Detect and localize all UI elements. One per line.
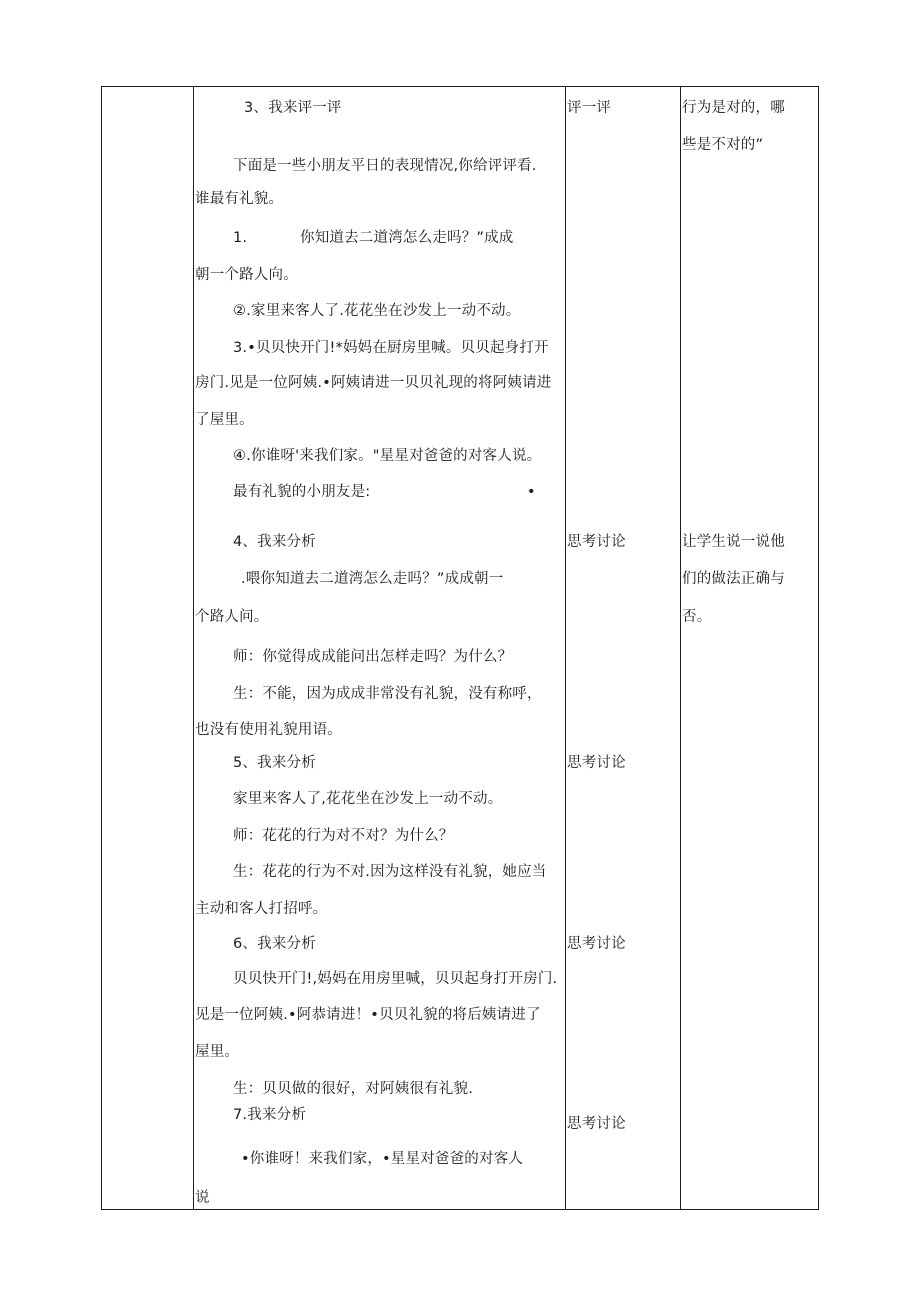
content-line: 生：花花的行为不对.因为这样没有礼貌，她应当 <box>233 864 547 880</box>
content-line: 屋里。 <box>195 1044 240 1060</box>
content-line: 师：花花的行为对不对？为什么？ <box>233 828 454 844</box>
content-line: ④.你谁呀'来我们家。"星星对爸爸的对客人说。 <box>233 448 542 464</box>
section-heading-4: 4、我来分析 <box>233 534 316 550</box>
section-heading-5: 5、我来分析 <box>233 755 316 771</box>
section-heading-7: 7.我来分析 <box>233 1107 307 1123</box>
content-line: 3.•贝贝快开门!*妈妈在厨房里喊。贝贝起身打开 <box>233 340 549 356</box>
content-line: 也没有使用礼貌用语。 <box>195 722 342 738</box>
content-line: 生：贝贝做的很好，对阿姨很有礼貌. <box>233 1081 474 1097</box>
content-line: 了屋里。 <box>195 412 254 428</box>
content-line: ②.家里来客人了.花花坐在沙发上一动不动。 <box>233 303 521 319</box>
activity-label: 思考讨论 <box>567 755 626 771</box>
content-line: 下面是一些小朋友平日的表现情况,你给评评看. <box>233 158 537 174</box>
activity-label: 评一评 <box>567 100 612 116</box>
activity-label: 思考讨论 <box>567 534 626 550</box>
content-line: 个路人问。 <box>195 609 269 625</box>
column-divider-3 <box>680 86 681 1210</box>
bullet-mark: • <box>527 484 536 500</box>
purpose-line: 否。 <box>682 609 712 625</box>
column-divider-2 <box>565 86 566 1210</box>
column-divider-1 <box>193 86 194 1210</box>
item-number: 1. <box>233 230 248 246</box>
activity-label: 思考讨论 <box>567 1116 626 1132</box>
purpose-line: 行为是对的，哪 <box>682 100 785 116</box>
content-line: 师：你觉得成成能问出怎样走吗？为什么？ <box>233 649 513 665</box>
content-line: 谁最有礼貌。 <box>195 191 284 207</box>
content-line: .喂你知道去二道湾怎么走吗？”成成朝一 <box>241 571 504 587</box>
content-line: 朝一个路人向。 <box>195 267 298 283</box>
content-line: 房门.见是一位阿姨.•阿姨请进一贝贝礼现的将阿姨请进 <box>195 375 552 391</box>
content-line: 说 <box>195 1190 210 1206</box>
content-line: 主动和客人打招呼。 <box>195 901 328 917</box>
content-line: 见是一位阿姨.•阿恭请进！•贝贝礼貌的将后姨请进了 <box>195 1007 541 1023</box>
section-heading-6: 6、我来分析 <box>233 936 316 952</box>
content-line: 你知道去二道湾怎么走吗？”成成 <box>300 230 514 246</box>
content-line: 贝贝快开门!,妈妈在用房里喊，贝贝起身打开房门. <box>233 971 558 987</box>
purpose-line: 们的做法正确与 <box>682 571 785 587</box>
activity-label: 思考讨论 <box>567 936 626 952</box>
content-line: 生：不能，因为成成非常没有礼貌，没有称呼， <box>233 686 542 702</box>
section-heading-3: 3、我来评一评 <box>244 100 342 116</box>
content-line: 最有礼貌的小朋友是: <box>233 484 371 500</box>
purpose-line: 些是不对的” <box>682 137 764 153</box>
content-line: •你谁呀！来我们家，•星星对爸爸的对客人 <box>241 1151 524 1167</box>
purpose-line: 让学生说一说他 <box>682 534 785 550</box>
content-line: 家里来客人了,花花坐在沙发上一动不动。 <box>233 791 503 807</box>
